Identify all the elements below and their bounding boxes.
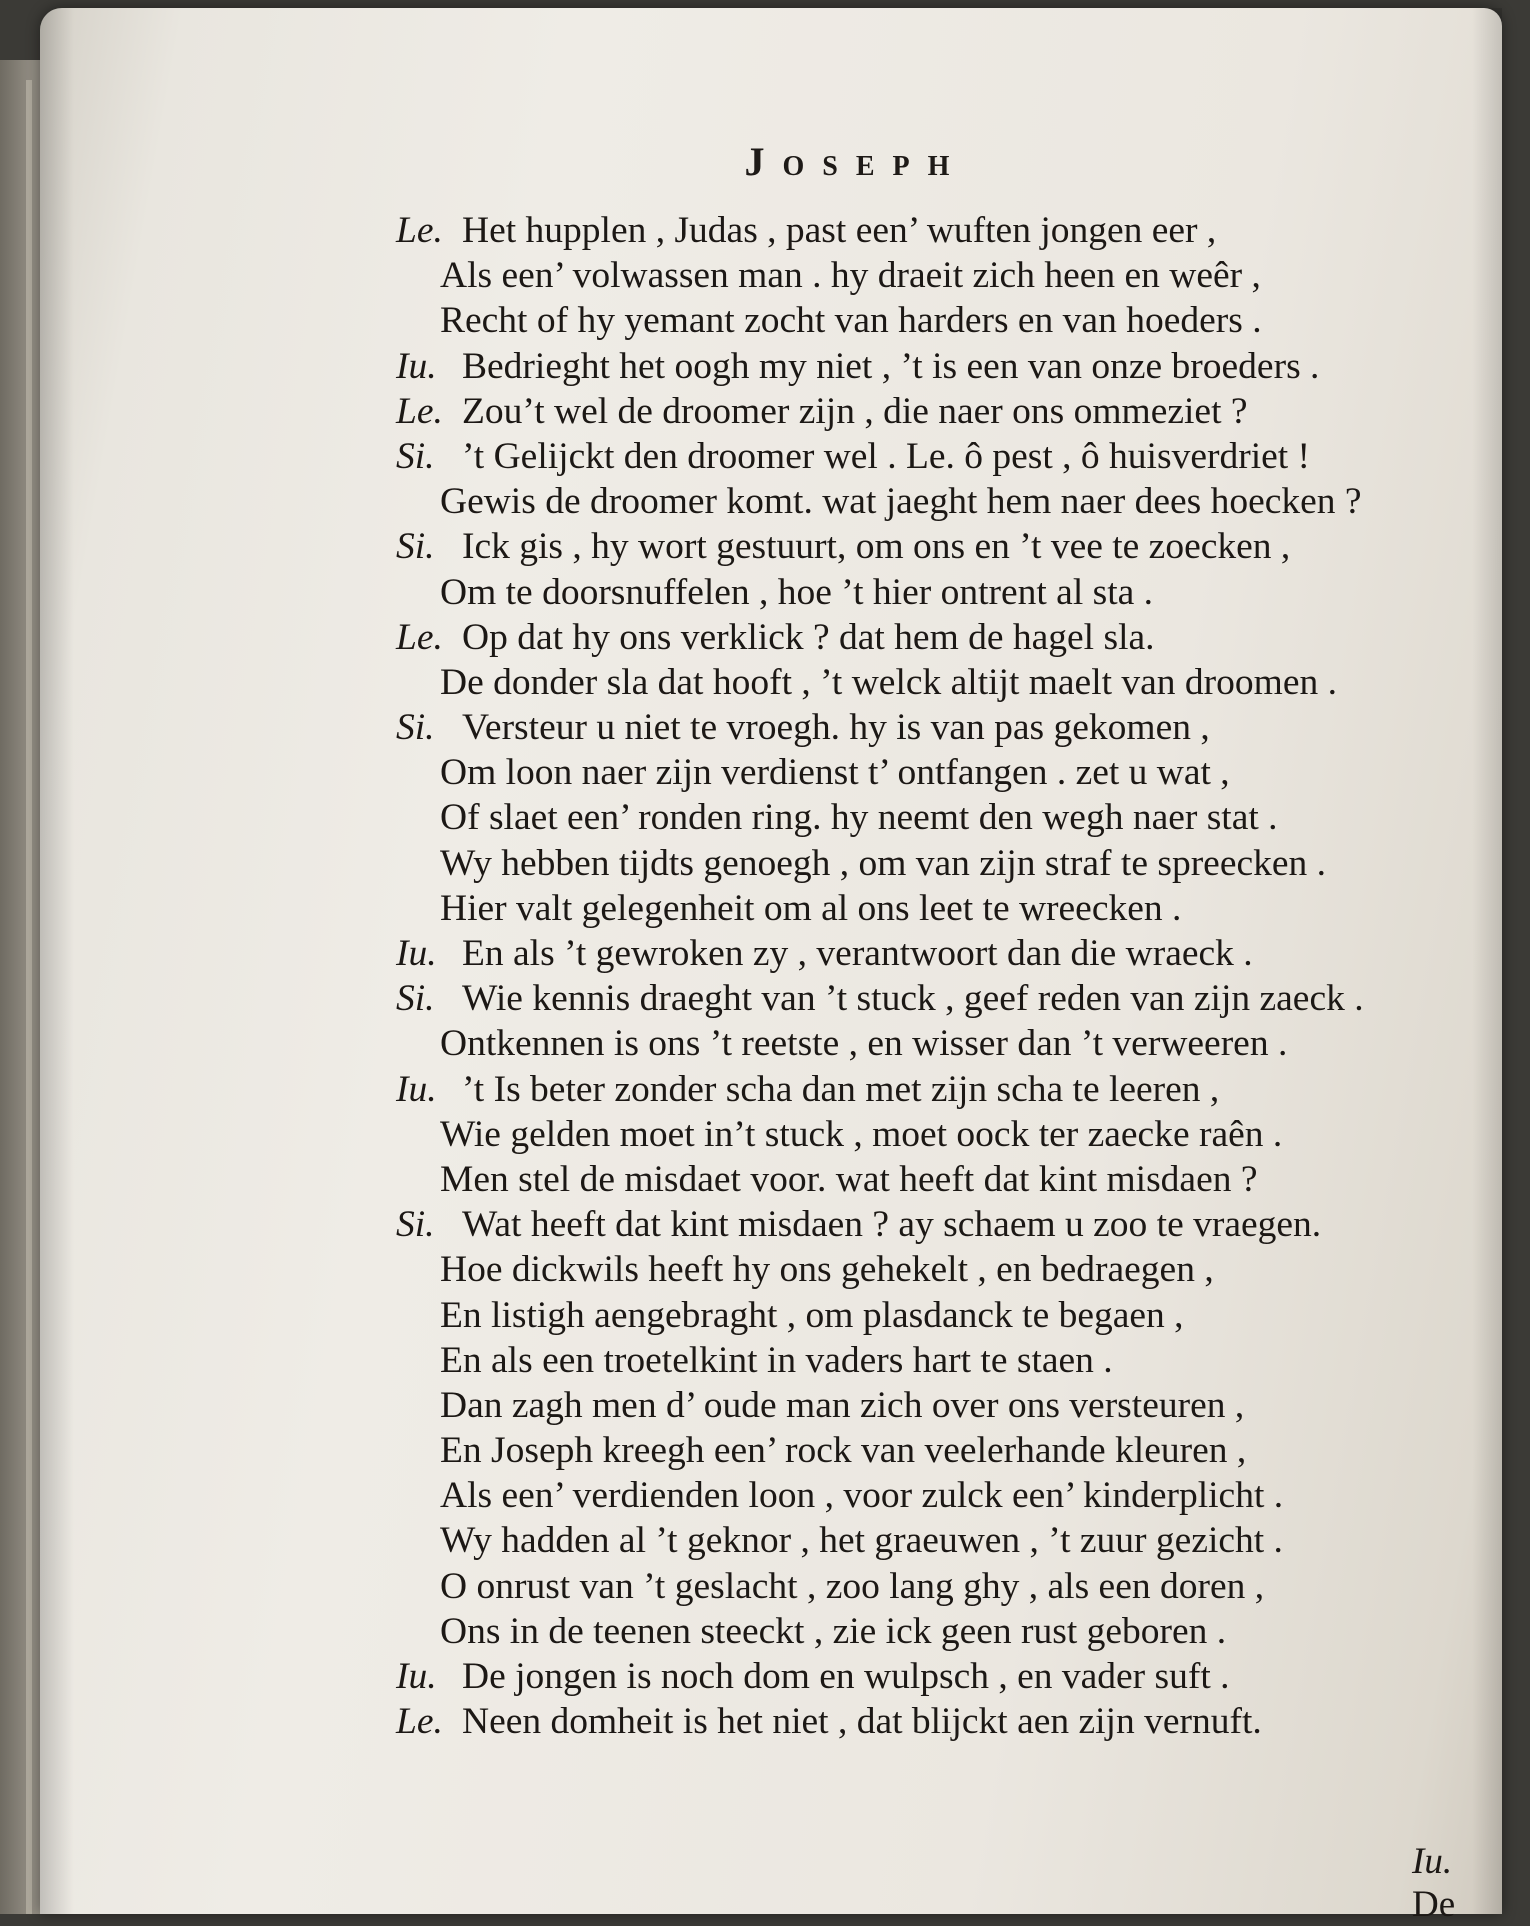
line-text: Als een’ verdienden loon , voor zulck een’ kinderplicht . <box>440 1475 1284 1517</box>
verse-line <box>352 795 1512 840</box>
catchword-text: De <box>1412 1884 1456 1925</box>
line-text: Wie kennis draeght van ’t stuck , geef reden van zijn zaeck . <box>462 978 1364 1020</box>
verse-line <box>352 615 1512 660</box>
speaker-label: Le. <box>396 210 443 251</box>
line-text: ’t Gelijckt den droomer wel . Le. ô pest , ô huisverdriet ! <box>462 435 1311 477</box>
running-head: Joseph <box>744 139 968 184</box>
verse-line <box>352 1021 1512 1066</box>
facing-page-fore-edge <box>26 80 32 1914</box>
line-text: En als een troetelkint in vaders hart te staen . <box>440 1339 1113 1381</box>
line-text: Dan zagh men d’ oude man zich over ons versteuren , <box>440 1384 1245 1426</box>
verse-line <box>352 1112 1512 1157</box>
line-text: Wie gelden moet in’t stuck , moet oock ter zaecke raên . <box>440 1113 1283 1155</box>
line-text: Als een’ volwassen man . hy draeit zich heen en weêr , <box>440 255 1261 297</box>
verse-line <box>352 298 1512 343</box>
verse-line <box>352 1293 1512 1338</box>
catchword <box>1412 1840 1502 1926</box>
line-text: Op dat hy ons verklick ? dat hem de hagel sla. <box>462 616 1155 658</box>
speaker-label: Iu. <box>396 933 437 974</box>
verse-line <box>352 1518 1512 1563</box>
verse-line <box>352 705 1512 750</box>
verse-line <box>352 1067 1512 1112</box>
verse-line <box>352 1383 1512 1428</box>
verse-line <box>352 479 1512 524</box>
speaker-label: Le. <box>396 390 443 432</box>
verse-line <box>352 1202 1512 1247</box>
book-page <box>40 8 1502 1925</box>
line-text: Hier valt gelegenheit om al ons leet te wreecken . <box>440 887 1182 929</box>
verse-line <box>352 1699 1512 1744</box>
speaker-label: Iu. <box>396 1656 437 1697</box>
line-text: Men stel de misdaet voor. wat heeft dat kint misdaen ? <box>440 1158 1258 1200</box>
line-text: Ick gis , hy wort gestuurt, om ons en ’t vee te zoecken , <box>462 526 1291 568</box>
speaker-label: Si. <box>396 978 435 1020</box>
line-text: Ons in de teenen steeckt , zie ick geen rust geboren . <box>440 1610 1227 1652</box>
verse-line <box>352 344 1512 389</box>
line-text: Recht of hy yemant zocht van harders en van hoeders . <box>440 300 1262 342</box>
speaker-label: Iu. <box>396 1068 437 1110</box>
line-text: Het hupplen , Judas , past een’ wuften jongen eer , <box>462 210 1217 251</box>
line-text: Neen domheit is het niet , dat blijckt aen zijn vernuft. <box>462 1701 1262 1743</box>
verse-line <box>352 1338 1512 1383</box>
verse-line <box>352 1157 1512 1202</box>
verse-line <box>352 570 1512 615</box>
line-text: Ontkennen is ons ’t reetste , en wisser dan ’t verweeren . <box>440 1023 1288 1065</box>
verse-line <box>352 208 1512 253</box>
line-text: Wat heeft dat kint misdaen ? ay schaem u zoo te vraegen. <box>462 1204 1322 1246</box>
verse-line <box>352 524 1512 569</box>
line-text: Bedrieght het oogh my niet , ’t is een van onze broeders . <box>462 345 1320 387</box>
line-text: De donder sla dat hooft , ’t welck altijt maelt van droomen . <box>440 661 1337 703</box>
verse-line <box>352 1564 1512 1609</box>
speaker-label: Si. <box>396 707 435 749</box>
speaker-label: Si. <box>396 526 435 568</box>
verse-line <box>352 1247 1512 1292</box>
line-text: O onrust van ’t geslacht , zoo lang ghy , als een doren , <box>440 1565 1265 1607</box>
line-text: Versteur u niet te vroegh. hy is van pas gekomen , <box>462 707 1210 749</box>
line-text: Wy hadden al ’t geknor , het graeuwen , ’t zuur gezicht . <box>440 1520 1283 1562</box>
line-text: De jongen is noch dom en wulpsch , en vader suft . <box>462 1656 1230 1697</box>
speaker-label: Iu. <box>396 345 437 387</box>
line-text: En listigh aengebraght , om plasdanck te begaen , <box>440 1294 1184 1336</box>
verse-line <box>352 253 1512 298</box>
verse-line <box>352 931 1512 976</box>
line-text: Om loon naer zijn verdienst t’ ontfangen . zet u wat , <box>440 752 1230 794</box>
speaker-label: Le. <box>396 616 443 658</box>
speaker-label: Si. <box>396 435 435 477</box>
verse-line <box>352 976 1512 1021</box>
line-text: Zou’t wel de droomer zijn , die naer ons ommeziet ? <box>462 390 1248 432</box>
verse-line <box>352 434 1512 479</box>
verse-line <box>352 886 1512 931</box>
verse-line <box>352 1428 1512 1473</box>
line-text: Gewis de droomer komt. wat jaeght hem naer dees hoecken ? <box>440 481 1362 523</box>
line-text: Of slaet een’ ronden ring. hy neemt den wegh naer stat . <box>440 797 1278 839</box>
line-text: Om te doorsnuffelen , hoe ’t hier ontrent al sta . <box>440 571 1154 613</box>
speaker-label: Si. <box>396 1204 435 1246</box>
catchword-speaker: Iu. <box>1412 1841 1453 1882</box>
line-text: Wy hebben tijdts genoegh , om van zijn straf te spreecken . <box>440 842 1327 884</box>
line-text: ’t Is beter zonder scha dan met zijn scha te leeren , <box>462 1068 1220 1110</box>
verse-line <box>352 1473 1512 1518</box>
verse-text <box>352 208 1512 1744</box>
line-text: En als ’t gewroken zy , verantwoort dan die wraeck . <box>462 933 1253 974</box>
line-text: Hoe dickwils heeft hy ons gehekelt , en bedraegen , <box>440 1249 1214 1291</box>
verse-line <box>352 750 1512 795</box>
verse-line <box>352 660 1512 705</box>
verse-line <box>352 389 1512 434</box>
speaker-label: Le. <box>396 1701 443 1743</box>
verse-line <box>352 841 1512 886</box>
verse-line <box>352 1609 1512 1654</box>
verse-line <box>352 1654 1512 1699</box>
line-text: En Joseph kreegh een’ rock van veelerhande kleuren , <box>440 1430 1247 1472</box>
gutter-shadow <box>40 8 74 1914</box>
